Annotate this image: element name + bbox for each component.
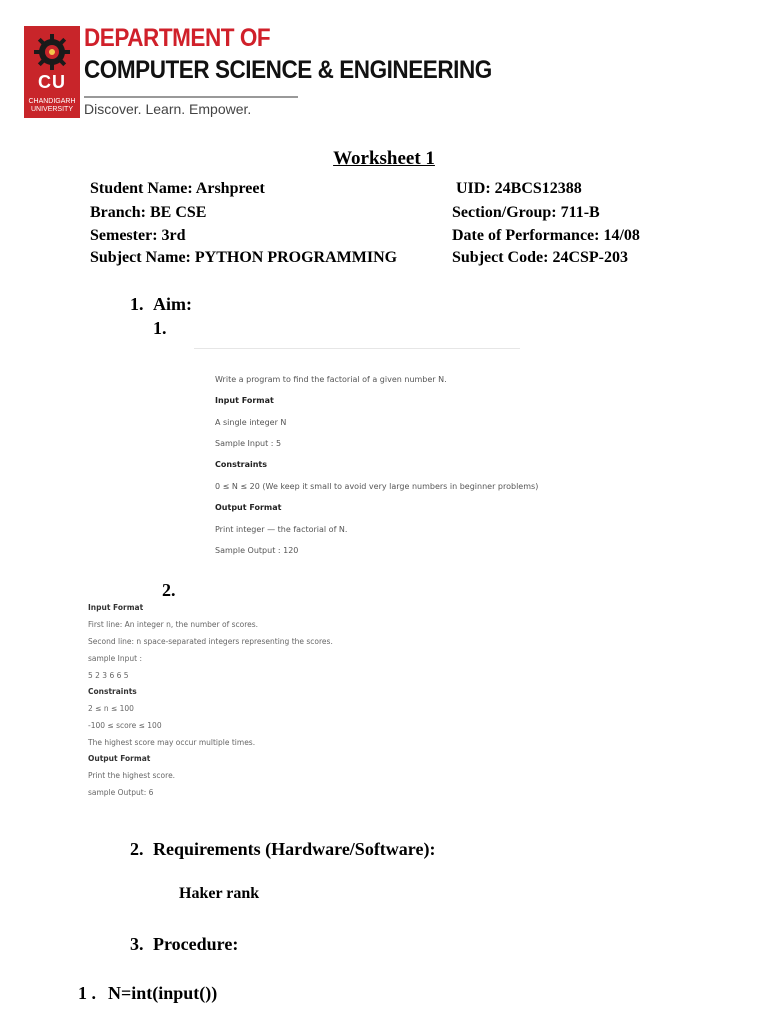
aim-sub-1-number: 1. <box>153 318 167 338</box>
problem1-screenshot <box>194 348 539 562</box>
procedure-step1-number: 1 . <box>78 983 96 1003</box>
aim-heading: Aim: <box>153 294 192 314</box>
problem2-constraint-1: 2 ≤ n ≤ 100 <box>88 704 134 713</box>
problem1-sample-output: Sample Output : 120 <box>215 546 299 555</box>
problem1-output-format: Print integer — the factorial of N. <box>215 525 348 534</box>
requirements-value: Haker rank <box>179 885 260 902</box>
problem2-sample-output: sample Output: 6 <box>88 788 154 797</box>
problem2-output-format: Print the highest score. <box>88 771 176 780</box>
aim-heading-number: 1. <box>130 294 144 314</box>
problem1-constraints-heading: Constraints <box>215 460 268 469</box>
requirements-heading-number: 2. <box>130 839 144 859</box>
problem1-statement: Write a program to find the factorial of a given number N. <box>215 375 447 384</box>
problem2-constraint-2: -100 ≤ score ≤ 100 <box>88 721 162 730</box>
problem1-input-format-heading: Input Format <box>215 396 274 405</box>
procedure-heading-number: 3. <box>130 934 144 954</box>
logo-cu-text: CU <box>38 72 66 92</box>
procedure-step1-code: N=int(input()) <box>108 983 218 1003</box>
department-title-line2: COMPUTER SCIENCE & ENGINEERING <box>84 56 492 84</box>
date-of-performance: Date of Performance: 14/08 <box>452 227 640 244</box>
gear-emblem-icon <box>32 32 72 72</box>
university-logo <box>24 26 80 118</box>
problem2-line1: First line: An integer n, the number of scores. <box>88 620 259 629</box>
tagline: Discover. Learn. Empower. <box>84 101 252 117</box>
requirements-heading: Requirements (Hardware/Software): <box>153 839 436 859</box>
problem2-sample-input-label: sample Input : <box>88 654 142 663</box>
procedure-heading: Procedure: <box>153 934 239 954</box>
section-group: Section/Group: 711-B <box>452 204 600 221</box>
semester: Semester: 3rd <box>90 227 186 244</box>
department-title-line1: DEPARTMENT OF <box>84 24 271 52</box>
problem1-sample-input: Sample Input : 5 <box>215 439 282 448</box>
problem2-constraint-3: The highest score may occur multiple times. <box>88 738 256 747</box>
problem1-output-format-heading: Output Format <box>215 503 282 512</box>
logo-university-text: CHANDIGARH UNIVERSITY <box>28 98 76 113</box>
aim-sub-2-number: 2. <box>162 580 176 600</box>
branch: Branch: BE CSE <box>90 204 207 221</box>
problem2-line2: Second line: n space-separated integers representing the scores. <box>88 637 333 646</box>
problem2-constraints-heading: Constraints <box>88 687 137 696</box>
problem2-sample-input: 5 2 3 6 6 5 <box>88 671 129 680</box>
subject-name: Subject Name: PYTHON PROGRAMMING <box>90 249 398 266</box>
header-divider <box>84 96 298 98</box>
screenshot-top-border <box>194 348 520 349</box>
problem2-screenshot <box>88 603 348 803</box>
problem1-input-format: A single integer N <box>215 418 287 427</box>
subject-code: Subject Code: 24CSP-203 <box>452 249 628 266</box>
worksheet-title: Worksheet 1 <box>333 148 435 169</box>
student-name: Student Name: Arshpreet <box>90 180 265 197</box>
problem2-output-format-heading: Output Format <box>88 754 151 763</box>
problem2-input-format-heading: Input Format <box>88 603 144 612</box>
problem1-constraints: 0 ≤ N ≤ 20 (We keep it small to avoid very large numbers in beginner problems) <box>215 482 539 491</box>
uid: UID: 24BCS12388 <box>456 180 582 197</box>
